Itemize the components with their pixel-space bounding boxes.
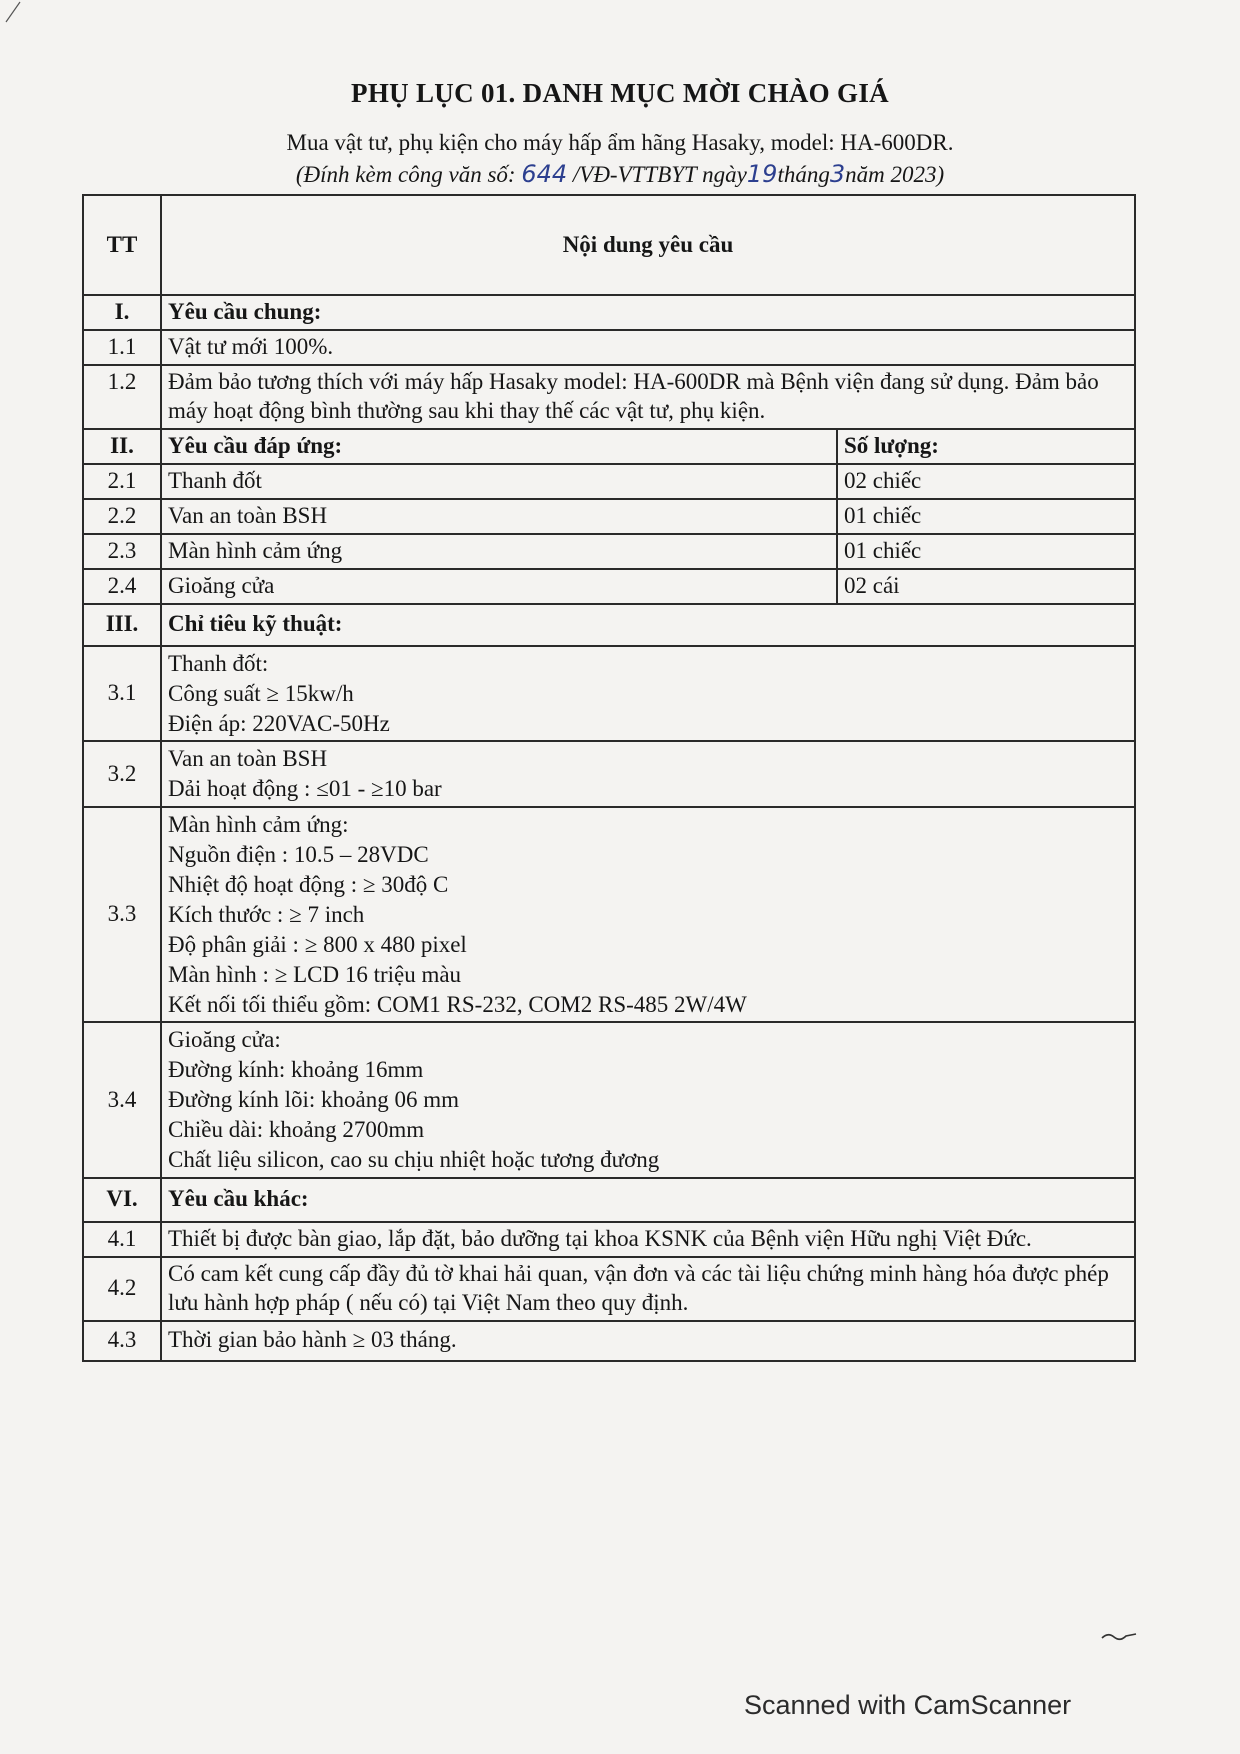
quantity-header: Số lượng: — [837, 429, 1135, 464]
spec-cell — [161, 807, 1135, 1022]
row-number: 1.2 — [83, 365, 161, 429]
table-row — [83, 569, 1135, 604]
spec-line: Nhiệt độ hoạt động : ≥ 30độ C — [168, 871, 449, 897]
row-number: 2.3 — [83, 534, 161, 569]
table-row — [83, 330, 1135, 365]
row-number: 2.1 — [83, 464, 161, 499]
item-quantity: 01 chiếc — [837, 534, 1135, 569]
table-row — [83, 1257, 1135, 1321]
table-header-row — [83, 195, 1135, 295]
scan-mark-icon — [4, 0, 24, 24]
spec-line: Chất liệu silicon, cao su chịu nhiệt hoặc tương đương — [168, 1146, 660, 1172]
spec-line: Van an toàn BSH — [168, 746, 328, 772]
table-row — [83, 365, 1135, 429]
item-name: Thanh đốt — [161, 464, 837, 499]
spec-cell — [161, 1022, 1135, 1177]
spec-line: Màn hình cảm ứng: — [168, 812, 349, 838]
spec-line: Dải hoạt động : ≤01 - ≥10 bar — [168, 776, 442, 802]
item-quantity: 02 chiếc — [837, 464, 1135, 499]
spec-line: Gioăng cửa: — [168, 1027, 281, 1053]
scanner-watermark: Scanned with CamScanner — [744, 1690, 1072, 1720]
spec-line: Chiều dài: khoảng 2700mm — [168, 1117, 425, 1143]
row-text: Thời gian bảo hành ≥ 03 tháng. — [161, 1321, 1135, 1361]
row-number: 2.4 — [83, 569, 161, 604]
row-text: Vật tư mới 100%. — [161, 330, 1135, 365]
spec-line: Đường kính: khoảng 16mm — [168, 1057, 424, 1083]
row-number: 4.1 — [83, 1222, 161, 1257]
item-name: Màn hình cảm ứng — [161, 534, 837, 569]
spec-line: Đường kính lõi: khoảng 06 mm — [168, 1087, 460, 1113]
row-text: Đảm bảo tương thích với máy hấp Hasaky model: HA-600DR mà Bệnh viện đang sử dụng. Đảm bảo máy hoạt động bình thường sau khi thay thế các vật tư, phụ kiện. — [161, 365, 1135, 429]
row-number: 3.1 — [83, 646, 161, 742]
handwritten-month: 3 — [829, 160, 846, 188]
row-number: 4.2 — [83, 1257, 161, 1321]
table-row — [83, 1022, 1135, 1177]
row-text: Có cam kết cung cấp đầy đủ tờ khai hải quan, vận đơn và các tài liệu chứng minh hàng hóa được phép lưu hành hợp pháp ( nếu có) tại Việt Nam theo quy định. — [161, 1257, 1135, 1321]
table-row — [83, 646, 1135, 742]
attachment-prefix: (Đính kèm công văn số: — [295, 162, 522, 187]
table-row — [83, 741, 1135, 807]
table-row — [83, 499, 1135, 534]
section-label: Chỉ tiêu kỹ thuật: — [161, 604, 1135, 646]
row-number: 4.3 — [83, 1321, 161, 1361]
spec-line: Kích thước : ≥ 7 inch — [168, 901, 365, 927]
row-number: 3.3 — [83, 807, 161, 1022]
row-number: 3.2 — [83, 741, 161, 807]
item-name: Gioăng cửa — [161, 569, 837, 604]
handwritten-doc-number: 644 — [521, 160, 568, 188]
section-row-technical — [83, 604, 1135, 646]
table-row — [83, 1222, 1135, 1257]
section-row-other — [83, 1178, 1135, 1222]
item-quantity: 02 cái — [837, 569, 1135, 604]
header-tt: TT — [83, 195, 161, 295]
section-label: Yêu cầu chung: — [161, 295, 1135, 330]
spec-line: Thanh đốt: — [168, 650, 269, 676]
row-number: 1.1 — [83, 330, 161, 365]
table-row — [83, 534, 1135, 569]
section-number: II. — [83, 429, 161, 464]
section-row-general — [83, 295, 1135, 330]
page-subtitle: Mua vật tư, phụ kiện cho máy hấp ẩm hãng Hasaky, model: HA-600DR. — [286, 130, 954, 155]
requirements-table — [82, 194, 1136, 1362]
spec-line: Màn hình : ≥ LCD 16 triệu màu — [168, 961, 462, 987]
table-row — [83, 464, 1135, 499]
spec-line: Công suất ≥ 15kw/h — [168, 680, 354, 706]
spec-cell — [161, 646, 1135, 742]
spec-line: Nguồn điện : 10.5 – 28VDC — [168, 842, 429, 868]
attachment-mid1: /VĐ-VTTBYT ngày — [567, 162, 747, 187]
row-text: Thiết bị được bàn giao, lắp đặt, bảo dưỡng tại khoa KSNK của Bệnh viện Hữu nghị Việt Đức. — [161, 1222, 1135, 1257]
attachment-note — [0, 160, 1240, 188]
spec-line: Kết nối tối thiểu gồm: COM1 RS-232, COM2 RS-485 2W/4W — [168, 991, 747, 1017]
section-label: Yêu cầu đáp ứng: — [161, 429, 837, 464]
section-label: Yêu cầu khác: — [161, 1178, 1135, 1222]
row-number: 2.2 — [83, 499, 161, 534]
item-quantity: 01 chiếc — [837, 499, 1135, 534]
section-number: VI. — [83, 1178, 161, 1222]
spec-line: Điện áp: 220VAC-50Hz — [168, 710, 390, 736]
section-number: III. — [83, 604, 161, 646]
signature-mark-icon — [1100, 1630, 1138, 1642]
spec-line: Độ phân giải : ≥ 800 x 480 pixel — [168, 931, 467, 957]
table-row — [83, 1321, 1135, 1361]
attachment-mid2: tháng — [777, 162, 830, 187]
page-title: PHỤ LỤC 01. DANH MỤC MỜI CHÀO GIÁ — [351, 78, 889, 108]
table-row — [83, 807, 1135, 1022]
item-name: Van an toàn BSH — [161, 499, 837, 534]
header-content: Nội dung yêu cầu — [161, 195, 1135, 295]
attachment-suffix: năm 2023) — [845, 162, 945, 187]
section-row-response — [83, 429, 1135, 464]
handwritten-day: 19 — [746, 160, 778, 188]
row-number: 3.4 — [83, 1022, 161, 1177]
section-number: I. — [83, 295, 161, 330]
spec-cell — [161, 741, 1135, 807]
